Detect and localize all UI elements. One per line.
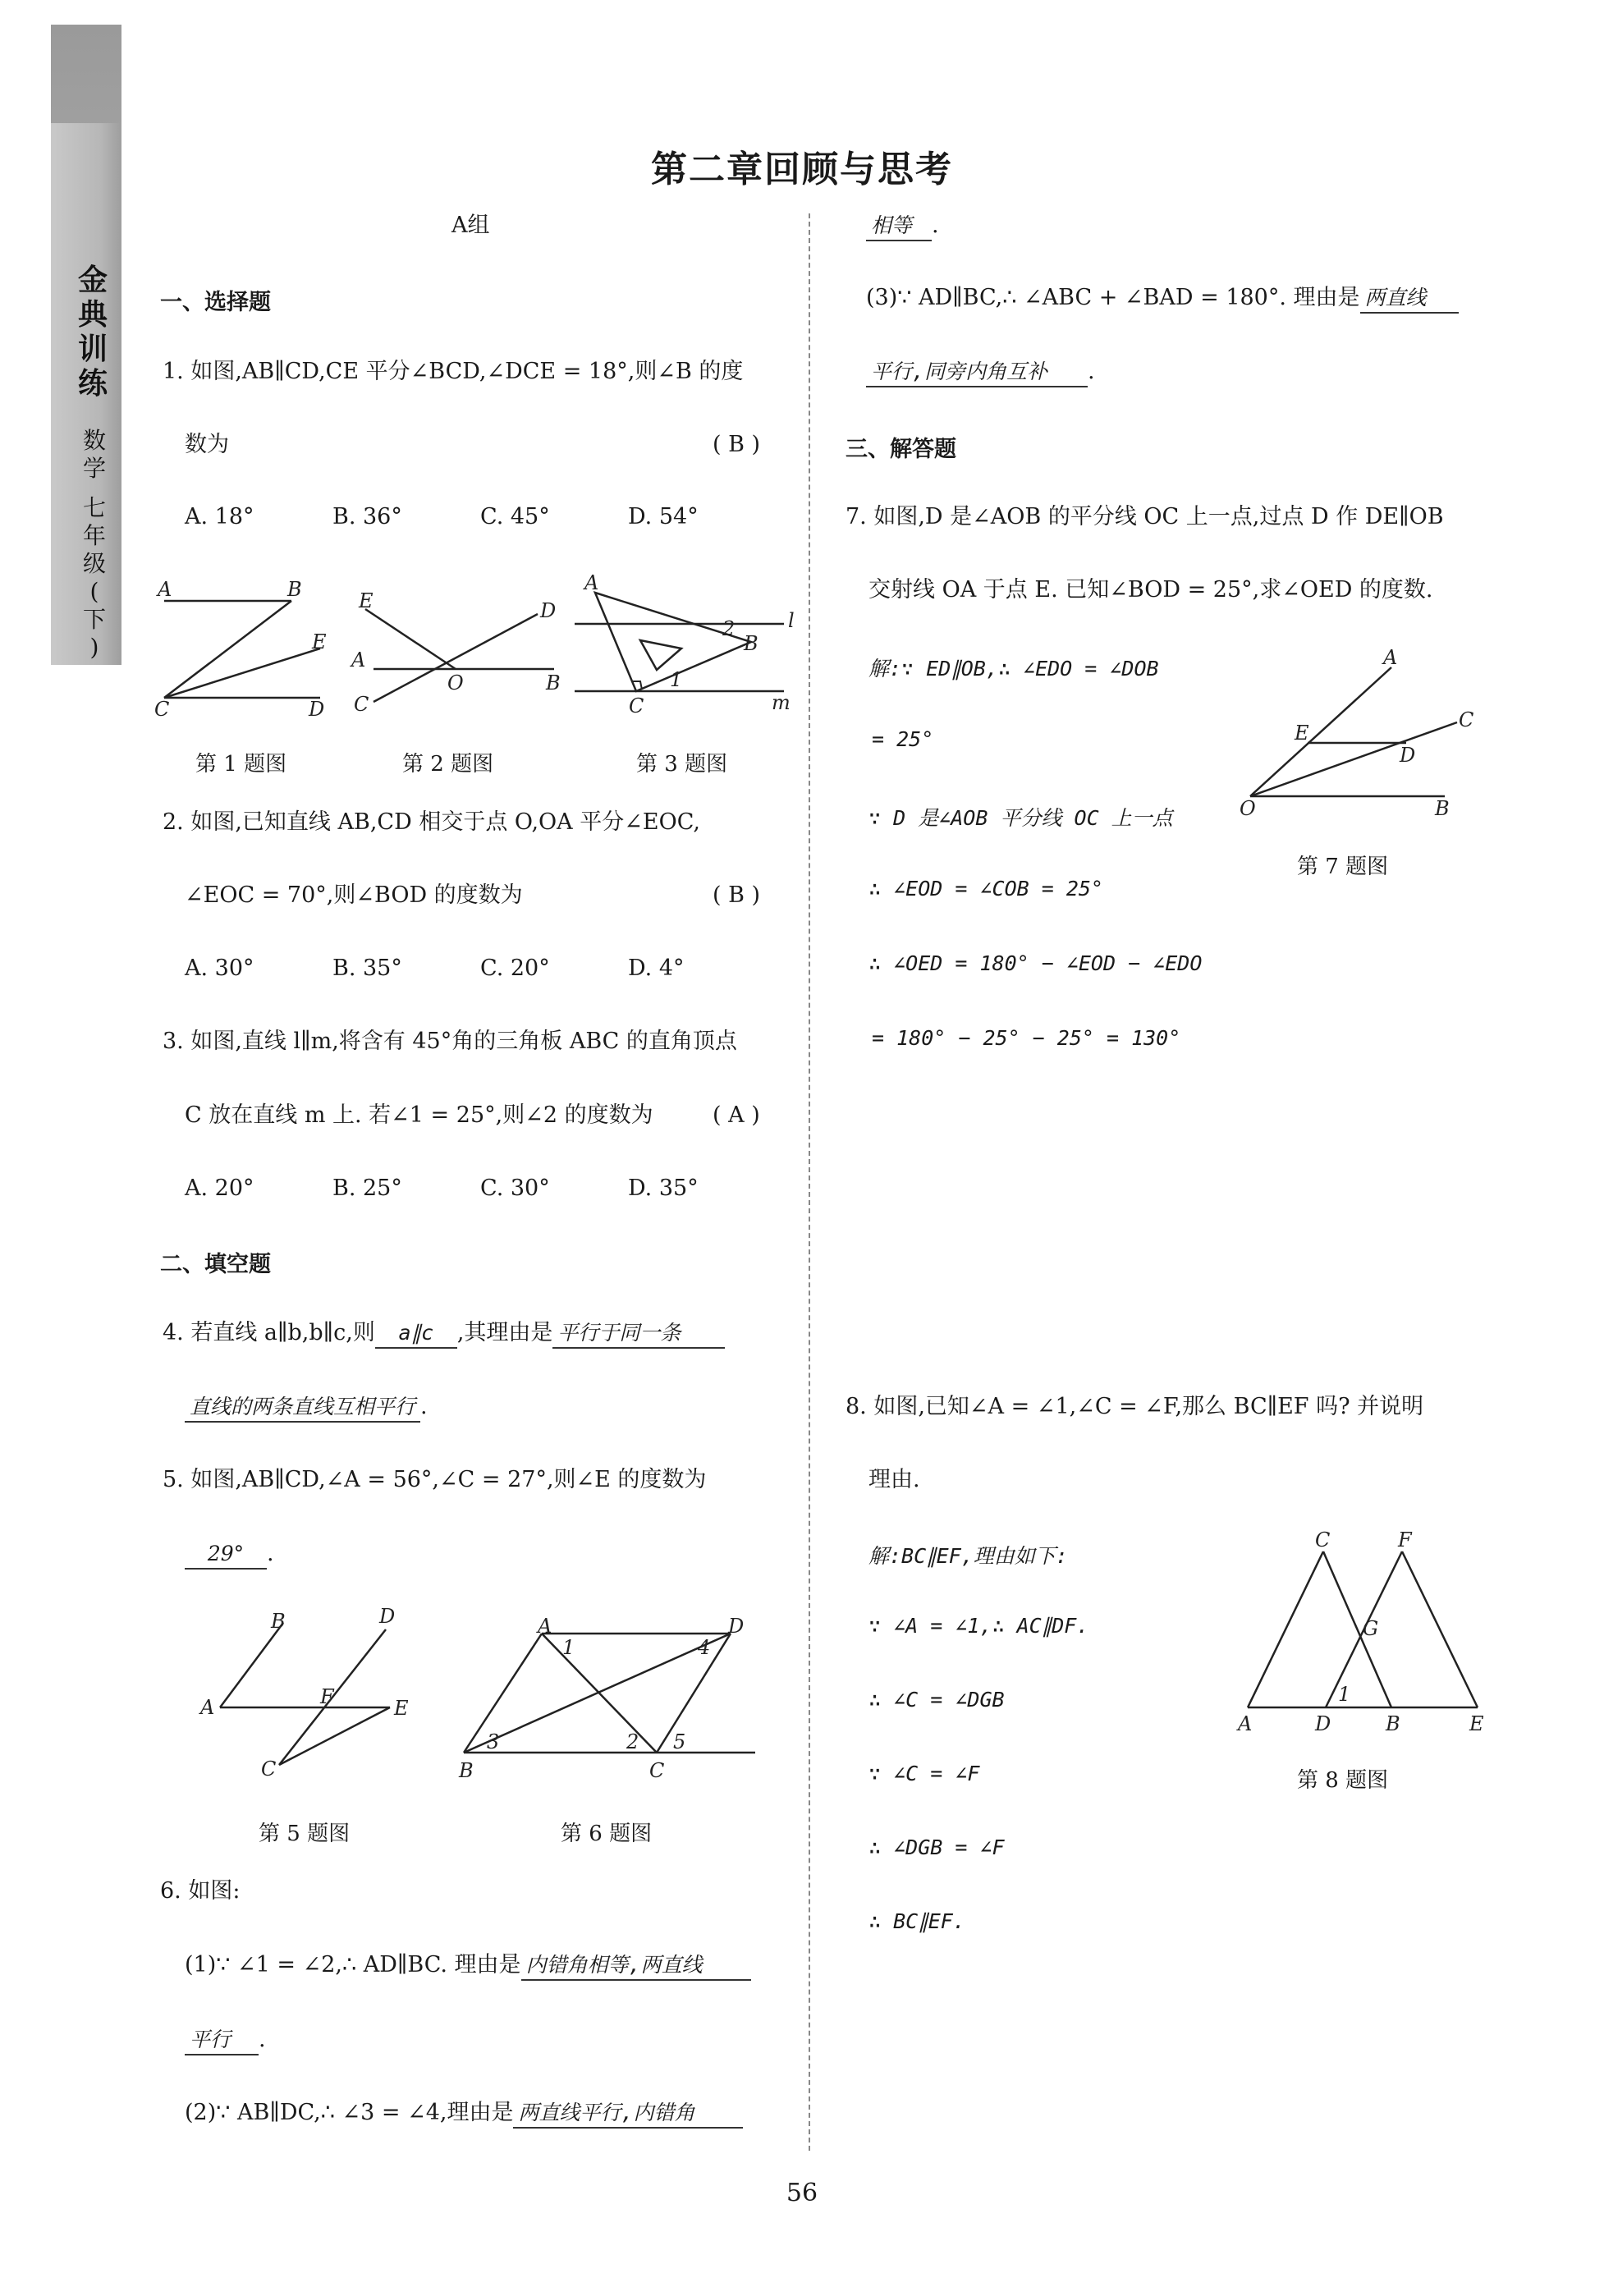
q8-solution-line: 解:BC∥EF,理由如下:	[868, 1544, 1068, 1568]
q4-text-2: 直线的两条直线互相平行 .	[185, 1393, 428, 1423]
figure-5	[189, 1605, 419, 1785]
q4-blank-1[interactable]: a∥c	[375, 1319, 457, 1349]
q6-p2-blank[interactable]: 两直线平行,内错角	[513, 2099, 743, 2129]
figure-1	[148, 566, 345, 722]
f5-label: E	[394, 1697, 409, 1720]
q8-solution-line: ∵ ∠C = ∠F	[868, 1762, 980, 1785]
f2-label: B	[546, 671, 561, 694]
f3-label: 2	[722, 617, 736, 640]
q3-option-a: A. 20°	[185, 1175, 254, 1201]
q2-option-a: A. 30°	[185, 956, 254, 981]
q6-p1-blank-2[interactable]: 平行	[185, 2026, 259, 2055]
f6-label: A	[538, 1615, 552, 1638]
q4-text: 4. 若直线 a∥b,b∥c,则 a∥c ,其理由是 平行于同一条	[163, 1319, 725, 1349]
q5-blank[interactable]: 29°	[185, 1540, 267, 1570]
q5-text-2: 29° .	[185, 1540, 274, 1570]
f8-label: G	[1363, 1617, 1379, 1640]
q2-option-d: D. 4°	[628, 956, 685, 981]
q3-option-c: C. 30°	[480, 1175, 550, 1201]
caption-figure-2: 第 2 题图	[402, 752, 494, 777]
f5-label: B	[271, 1610, 286, 1633]
q1-answer: ( B )	[713, 432, 761, 457]
q8-text-2: 理由.	[868, 1467, 920, 1492]
caption-figure-8: 第 8 题图	[1297, 1768, 1389, 1793]
f8-label: F	[1398, 1528, 1412, 1551]
f2-label: O	[447, 671, 464, 694]
q7-solution-line: ∵ D 是∠AOB 平分线 OC 上一点	[868, 806, 1173, 830]
q7-text-2: 交射线 OA 于点 E. 已知∠BOD = 25°,求∠OED 的度数.	[868, 577, 1433, 603]
q2-option-c: C. 20°	[480, 956, 550, 981]
caption-figure-5: 第 5 题图	[259, 1822, 351, 1846]
f7-label: D	[1400, 744, 1416, 767]
q6-p1-blank[interactable]: 内错角相等,两直线	[521, 1951, 751, 1981]
figure-6	[447, 1605, 759, 1785]
f6-label: 3	[487, 1730, 500, 1753]
section-choice: 一、选择题	[160, 290, 271, 315]
f5-label: A	[200, 1696, 215, 1719]
f6-label: B	[459, 1759, 474, 1782]
q3-text-2: C 放在直线 m 上. 若∠1 = 25°,则∠2 的度数为	[185, 1102, 653, 1128]
q6-p2-blank-2[interactable]: 相等	[866, 212, 932, 241]
f7-label: E	[1295, 722, 1309, 745]
q4-blank-2[interactable]: 平行于同一条	[552, 1319, 725, 1349]
f5-label: F	[320, 1685, 334, 1708]
q6-p3-blank[interactable]: 两直线	[1360, 284, 1459, 314]
f8-label: C	[1315, 1528, 1331, 1551]
q2-answer: ( B )	[713, 882, 761, 908]
q6-p3-blank-2[interactable]: 平行,同旁内角互补	[866, 358, 1088, 387]
series-title: 金 典 训 练	[77, 263, 108, 401]
q6-part-1-cont: 平行 .	[185, 2026, 266, 2055]
q7-solution-line: = 180° − 25° − 25° = 130°	[872, 1026, 1181, 1050]
f7-label: B	[1435, 797, 1450, 820]
q8-solution-line: ∴ BC∥EF.	[868, 1909, 965, 1933]
page-title: 第二章回顾与思考	[651, 149, 953, 190]
group-label: A组	[451, 213, 490, 238]
f6-label: 4	[698, 1636, 711, 1659]
f8-label: E	[1469, 1712, 1484, 1735]
q3-answer: ( A )	[713, 1102, 760, 1128]
f5-label: C	[261, 1758, 277, 1780]
f2-label: C	[354, 693, 369, 716]
column-divider	[809, 213, 810, 2151]
f8-label: D	[1315, 1712, 1331, 1735]
caption-figure-1: 第 1 题图	[195, 752, 287, 777]
q2-text-2: ∠EOC = 70°,则∠BOD 的度数为	[185, 882, 523, 908]
q2-text: 2. 如图,已知直线 AB,CD 相交于点 O,OA 平分∠EOC,	[163, 809, 700, 835]
subject-grade: 数 学 七 年 级 ( 下 )	[82, 427, 106, 661]
q3-option-d: D. 35°	[628, 1175, 699, 1201]
q3-text: 3. 如图,直线 l∥m,将含有 45°角的三角板 ABC 的直角顶点	[163, 1029, 737, 1054]
figure-8	[1231, 1527, 1494, 1740]
page-number: 56	[786, 2179, 818, 2207]
f1-label: E	[312, 630, 327, 653]
q7-text: 7. 如图,D 是∠AOB 的平分线 OC 上一点,过点 D 作 DE∥OB	[846, 504, 1444, 529]
q1-option-d: D. 54°	[628, 504, 699, 529]
q4-blank-3[interactable]: 直线的两条直线互相平行	[185, 1393, 420, 1423]
f6-label: D	[728, 1615, 745, 1638]
f6-label: 2	[626, 1730, 639, 1753]
f7-label: O	[1240, 797, 1256, 820]
f2-label: A	[351, 648, 366, 671]
f6-label: 1	[562, 1636, 575, 1659]
section-fill: 二、填空题	[160, 1252, 271, 1277]
f3-label: l	[788, 609, 795, 632]
q8-text: 8. 如图,已知∠A = ∠1,∠C = ∠F,那么 BC∥EF 吗? 并说明	[846, 1394, 1424, 1419]
q8-solution-line: ∴ ∠C = ∠DGB	[868, 1688, 1005, 1712]
q8-solution-line: ∵ ∠A = ∠1,∴ AC∥DF.	[868, 1614, 1089, 1638]
f1-label: B	[287, 578, 302, 601]
f7-label: A	[1383, 646, 1398, 669]
q8-solution-line: ∴ ∠DGB = ∠F	[868, 1835, 1005, 1859]
f1-label: A	[158, 578, 172, 601]
q6-intro: 6. 如图:	[160, 1878, 241, 1904]
q3-option-b: B. 25°	[332, 1175, 402, 1201]
f8-label: B	[1386, 1712, 1400, 1735]
figure-2	[341, 575, 571, 722]
q6-part-1: (1)∵ ∠1 = ∠2,∴ AD∥BC. 理由是 内错角相等,两直线	[185, 1951, 751, 1981]
q1-option-a: A. 18°	[185, 504, 254, 529]
figure-3	[566, 566, 804, 731]
f2-label: D	[540, 599, 557, 622]
f3-label: 1	[670, 668, 683, 691]
q7-solution-line: ∴ ∠EOD = ∠COB = 25°	[868, 877, 1103, 901]
f8-label: 1	[1338, 1683, 1351, 1706]
q2-option-b: B. 35°	[332, 956, 402, 981]
f3-label: m	[772, 691, 791, 714]
figure-7	[1235, 644, 1482, 825]
q1-option-b: B. 36°	[332, 504, 402, 529]
f3-label: B	[744, 632, 758, 655]
q6-part-2: (2)∵ AB∥DC,∴ ∠3 = ∠4,理由是 两直线平行,内错角	[185, 2099, 743, 2129]
q6-part-3: (3)∵ AD∥BC,∴ ∠ABC + ∠BAD = 180°. 理由是 两直线	[866, 284, 1459, 314]
q5-text: 5. 如图,AB∥CD,∠A = 56°,∠C = 27°,则∠E 的度数为	[163, 1467, 707, 1492]
f3-label: C	[629, 694, 644, 717]
f7-label: C	[1459, 708, 1474, 731]
q7-solution-line: = 25°	[872, 727, 934, 751]
f1-label: D	[309, 698, 325, 721]
q1-text-2: 数为	[185, 432, 229, 457]
f1-label: C	[154, 698, 170, 721]
f8-label: A	[1238, 1712, 1253, 1735]
q7-solution-line: 解:∵ ED∥OB,∴ ∠EDO = ∠DOB	[868, 657, 1159, 681]
q7-solution-line: ∴ ∠OED = 180° − ∠EOD − ∠EDO	[868, 951, 1203, 975]
f5-label: D	[379, 1605, 396, 1628]
caption-figure-7: 第 7 题图	[1297, 855, 1389, 879]
f6-label: C	[649, 1759, 665, 1782]
section-solve: 三、解答题	[846, 437, 956, 462]
f6-label: 5	[673, 1730, 686, 1753]
q6-part-2-cont: 相等 .	[866, 212, 939, 241]
q1-option-c: C. 45°	[480, 504, 550, 529]
q1-text: 1. 如图,AB∥CD,CE 平分∠BCD,∠DCE = 18°,则∠B 的度	[163, 359, 744, 384]
f2-label: E	[359, 589, 374, 612]
q6-part-3-cont: 平行,同旁内角互补 .	[866, 358, 1095, 387]
caption-figure-6: 第 6 题图	[561, 1822, 653, 1846]
f3-label: A	[584, 571, 599, 594]
caption-figure-3: 第 3 题图	[636, 752, 728, 777]
